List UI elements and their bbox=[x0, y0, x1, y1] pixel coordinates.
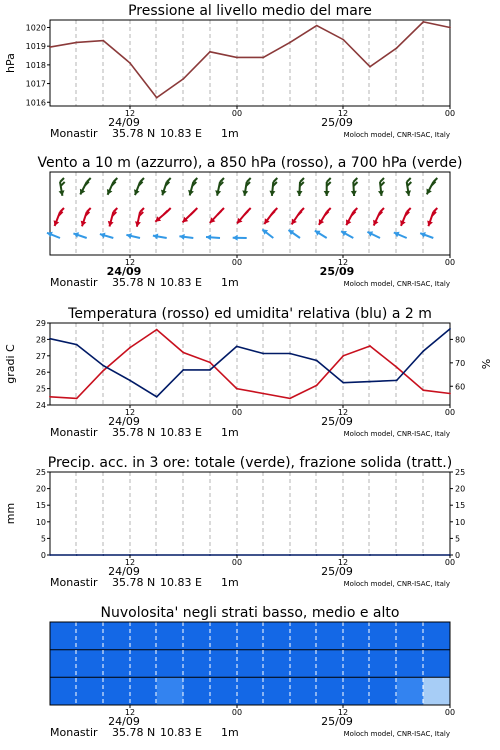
cloud-cell bbox=[370, 677, 397, 705]
humidity-line-point bbox=[422, 350, 424, 352]
y-tick-label: 20 bbox=[35, 484, 46, 494]
precipitation-line-point bbox=[396, 554, 398, 556]
wind-700hpa-barb-feather bbox=[380, 178, 384, 182]
model-credit: Moloch model, CNR-ISAC, Italy bbox=[343, 131, 450, 139]
y-tick-label: 70 bbox=[455, 358, 466, 368]
cloud-cell bbox=[130, 650, 157, 678]
wind-700hpa-barb-head bbox=[297, 191, 303, 196]
temperature-line-point bbox=[49, 396, 51, 398]
wind-700hpa-barb-feather bbox=[220, 178, 224, 182]
temperature-line-point bbox=[369, 345, 371, 347]
plot-frame bbox=[50, 172, 450, 255]
pressure-line-point bbox=[182, 78, 184, 80]
cloud-cell bbox=[423, 650, 450, 678]
wind-850hpa-barb-feather bbox=[140, 208, 144, 212]
humidity-line-point bbox=[316, 360, 318, 362]
wind-850hpa-barb-feather bbox=[271, 211, 275, 215]
x-tick-label: 12 bbox=[337, 258, 349, 267]
wind-700hpa-barb-feather bbox=[407, 178, 411, 182]
y-tick-label: 15 bbox=[35, 501, 46, 511]
y-tick-label: 15 bbox=[455, 501, 466, 511]
x-tick-label: 12 bbox=[124, 109, 136, 118]
cloud-cell bbox=[317, 650, 344, 678]
station-elevation: 1m bbox=[221, 426, 239, 439]
wind-10m-arrow-head bbox=[179, 234, 184, 240]
y-tick-label: 25 bbox=[35, 384, 46, 394]
pressure-line-point bbox=[156, 97, 158, 99]
wind-850hpa-barb-feather bbox=[217, 211, 221, 215]
x-tick-label: 00 bbox=[444, 408, 456, 417]
y-tick-label: 10 bbox=[455, 517, 466, 527]
humidity-line-point bbox=[182, 369, 184, 371]
y-axis-label: hPa bbox=[4, 53, 17, 73]
station-lat: 35.78 N bbox=[112, 726, 156, 739]
y-tick-label: 1016 bbox=[25, 98, 46, 108]
wind-850hpa-barb-feather bbox=[298, 211, 302, 215]
cloud-cell bbox=[263, 650, 290, 678]
wind-850hpa-barb-feather bbox=[191, 211, 195, 215]
cloud-cell bbox=[183, 622, 210, 650]
y-tick-label: 24 bbox=[35, 401, 46, 410]
cloud-cell bbox=[103, 622, 130, 650]
temperature-line-point bbox=[76, 398, 78, 400]
y-axis-label: gradi C bbox=[4, 344, 17, 384]
y-tick-label: 5 bbox=[40, 534, 46, 544]
pressure-line-point bbox=[316, 25, 318, 27]
x-tick-label: 12 bbox=[337, 708, 349, 717]
temperature-line bbox=[50, 330, 450, 399]
humidity-line-point bbox=[102, 365, 104, 367]
x-tick-label: 12 bbox=[337, 558, 349, 567]
temperature-line-point bbox=[236, 388, 238, 390]
cloud-cell bbox=[290, 650, 317, 678]
y-tick-label: 25 bbox=[35, 468, 46, 477]
y-tick-label: 1017 bbox=[25, 79, 46, 89]
x-tick-label: 00 bbox=[444, 258, 456, 267]
cloud-cell bbox=[290, 677, 317, 705]
pressure-line-point bbox=[76, 42, 78, 44]
humidity-line-point bbox=[236, 346, 238, 348]
chart-title: Vento a 10 m (azzurro), a 850 hPa (rosso), a 700 hPa (verde) bbox=[37, 155, 463, 171]
pressure-line-point bbox=[49, 46, 51, 48]
humidity-line-point bbox=[342, 382, 344, 384]
precipitation-line-point bbox=[316, 554, 318, 556]
temperature-line-point bbox=[129, 347, 131, 349]
precipitation-line-point bbox=[182, 554, 184, 556]
y-tick-label: 10 bbox=[35, 517, 46, 527]
model-credit: Moloch model, CNR-ISAC, Italy bbox=[343, 580, 450, 588]
wind-700hpa-barb-feather bbox=[407, 182, 411, 186]
wind-10m-arrow-head bbox=[206, 234, 211, 240]
station-lon: 10.83 E bbox=[160, 276, 202, 289]
station-elevation: 1m bbox=[221, 127, 239, 140]
cloud-cell bbox=[210, 677, 237, 705]
cloud-cell bbox=[50, 622, 77, 650]
x-tick-label: 12 bbox=[337, 408, 349, 417]
precipitation-line-point bbox=[49, 554, 51, 556]
x-tick-label: 12 bbox=[337, 109, 349, 118]
y-tick-label: 0 bbox=[455, 551, 461, 560]
temperature-line-point bbox=[422, 389, 424, 391]
y-tick-label: 29 bbox=[35, 319, 46, 328]
cloud-cell bbox=[50, 677, 77, 705]
humidity-line-point bbox=[76, 344, 78, 346]
cloud-cell bbox=[77, 622, 104, 650]
humidity-line-point bbox=[49, 338, 51, 340]
date-label: 24/09 bbox=[106, 265, 142, 278]
wind-700hpa-barb-feather bbox=[247, 178, 251, 182]
cloud-cell bbox=[130, 677, 157, 705]
precipitation-line-point bbox=[262, 554, 264, 556]
cloud-cell bbox=[370, 650, 397, 678]
precipitation-line-point bbox=[76, 554, 78, 556]
chart-title: Precip. acc. in 3 ore: totale (verde), frazione solida (tratt.) bbox=[47, 455, 453, 471]
wind-700hpa-barb-feather bbox=[273, 178, 277, 182]
y-tick-label: 5 bbox=[455, 534, 461, 544]
temperature-line-point bbox=[316, 384, 318, 386]
cloud-cell bbox=[103, 677, 130, 705]
pressure-line-point bbox=[102, 40, 104, 42]
station-lon: 10.83 E bbox=[160, 426, 202, 439]
wind-850hpa-barb-feather bbox=[352, 212, 356, 216]
y-tick-label: 1019 bbox=[25, 42, 46, 52]
precipitation-line-point bbox=[422, 554, 424, 556]
y-tick-label: 80 bbox=[455, 335, 466, 345]
date-label: 25/09 bbox=[321, 116, 353, 129]
wind-850hpa-barb-feather bbox=[164, 211, 168, 215]
cloud-cell bbox=[103, 650, 130, 678]
wind-700hpa-barb-feather bbox=[193, 178, 197, 182]
temperature-line-point bbox=[449, 393, 451, 395]
x-tick-label: 00 bbox=[231, 258, 243, 267]
pressure-line-point bbox=[422, 21, 424, 23]
chart-title: Temperatura (rosso) ed umidita' relativa (blu) a 2 m bbox=[68, 306, 432, 322]
wind-700hpa-barb-feather bbox=[432, 182, 436, 186]
station-lat: 35.78 N bbox=[112, 276, 156, 289]
cloud-cell bbox=[397, 677, 424, 705]
cloud-cell bbox=[423, 677, 450, 705]
temperature-line-point bbox=[289, 398, 291, 400]
x-tick-label: 00 bbox=[231, 558, 243, 567]
plot-frame bbox=[50, 472, 450, 555]
wind-700hpa-barb-feather bbox=[87, 178, 91, 182]
pressure-line-point bbox=[262, 57, 264, 59]
station-lat: 35.78 N bbox=[112, 426, 156, 439]
cloud-cell bbox=[290, 622, 317, 650]
date-label: 24/09 bbox=[108, 116, 140, 129]
station-lat: 35.78 N bbox=[112, 576, 156, 589]
humidity-line-point bbox=[369, 381, 371, 383]
station-lat: 35.78 N bbox=[112, 127, 156, 140]
pressure-line bbox=[50, 22, 450, 98]
pressure-line-point bbox=[342, 39, 344, 41]
x-tick-label: 12 bbox=[124, 258, 136, 267]
cloud-cell bbox=[157, 650, 184, 678]
cloud-cell bbox=[237, 677, 264, 705]
humidity-line-point bbox=[449, 328, 451, 330]
humidity-line-point bbox=[156, 396, 158, 398]
x-tick-label: 12 bbox=[124, 408, 136, 417]
cloud-cell bbox=[317, 677, 344, 705]
cloud-cell bbox=[237, 622, 264, 650]
precipitation-line-point bbox=[369, 554, 371, 556]
cloud-cell bbox=[210, 622, 237, 650]
pressure-line-point bbox=[369, 66, 371, 68]
x-tick-label: 00 bbox=[444, 109, 456, 118]
y-tick-label: 0 bbox=[40, 551, 46, 560]
station-name: Monastir bbox=[50, 726, 98, 739]
pressure-line-point bbox=[129, 62, 131, 64]
x-tick-label: 00 bbox=[444, 708, 456, 717]
humidity-line-point bbox=[129, 380, 131, 382]
cloud-cell bbox=[157, 677, 184, 705]
y-tick-label: 20 bbox=[455, 484, 466, 494]
temperature-line-point bbox=[156, 329, 158, 331]
cloud-cell bbox=[183, 677, 210, 705]
y-tick-label: 25 bbox=[455, 468, 466, 477]
y-tick-label: 1020 bbox=[25, 23, 46, 33]
station-name: Monastir bbox=[50, 426, 98, 439]
date-label: 24/09 bbox=[108, 715, 140, 728]
pressure-line-point bbox=[209, 51, 211, 53]
model-credit: Moloch model, CNR-ISAC, Italy bbox=[343, 430, 450, 438]
y-tick-label: 26 bbox=[35, 368, 46, 378]
date-label: 24/09 bbox=[108, 565, 140, 578]
cloud-cell bbox=[130, 622, 157, 650]
x-tick-label: 00 bbox=[444, 558, 456, 567]
humidity-line-point bbox=[396, 380, 398, 382]
x-tick-label: 00 bbox=[231, 408, 243, 417]
wind-700hpa-barb-feather bbox=[300, 178, 304, 182]
model-credit: Moloch model, CNR-ISAC, Italy bbox=[343, 280, 450, 288]
cloud-cell bbox=[183, 650, 210, 678]
date-label: 25/09 bbox=[321, 715, 353, 728]
x-tick-label: 00 bbox=[231, 708, 243, 717]
precipitation-line-point bbox=[156, 554, 158, 556]
wind-850hpa-barb-feather bbox=[113, 208, 117, 212]
station-elevation: 1m bbox=[221, 576, 239, 589]
date-label: 25/09 bbox=[319, 265, 355, 278]
humidity-line-point bbox=[209, 369, 211, 371]
cloud-cell bbox=[210, 650, 237, 678]
humidity-line-point bbox=[289, 353, 291, 355]
chart-title: Pressione al livello medio del mare bbox=[128, 3, 372, 19]
cloud-cell bbox=[317, 622, 344, 650]
y-axis-label: % bbox=[480, 358, 493, 370]
wind-700hpa-barb-head bbox=[351, 191, 357, 196]
precipitation-line-point bbox=[102, 554, 104, 556]
plot-frame bbox=[50, 20, 450, 106]
x-tick-label: 12 bbox=[124, 708, 136, 717]
temperature-line-point bbox=[102, 370, 104, 372]
y-axis-label: mm bbox=[4, 502, 17, 525]
wind-10m-arrow-head bbox=[233, 235, 238, 241]
station-lon: 10.83 E bbox=[160, 127, 202, 140]
y-tick-label: 60 bbox=[455, 382, 466, 392]
station-name: Monastir bbox=[50, 576, 98, 589]
temperature-line-point bbox=[396, 366, 398, 368]
cloud-cell bbox=[77, 677, 104, 705]
wind-850hpa-barb-feather bbox=[325, 211, 329, 215]
pressure-line-point bbox=[396, 47, 398, 49]
cloud-cell bbox=[343, 677, 370, 705]
precipitation-line-point bbox=[209, 554, 211, 556]
wind-850hpa-barb-feather bbox=[244, 211, 248, 215]
x-tick-label: 00 bbox=[231, 109, 243, 118]
station-elevation: 1m bbox=[221, 726, 239, 739]
y-tick-label: 27 bbox=[35, 351, 46, 361]
wind-700hpa-barb-head bbox=[378, 191, 384, 196]
station-lon: 10.83 E bbox=[160, 576, 202, 589]
date-label: 24/09 bbox=[108, 415, 140, 428]
cloud-cell bbox=[77, 650, 104, 678]
model-credit: Moloch model, CNR-ISAC, Italy bbox=[343, 730, 450, 738]
cloud-cell bbox=[263, 622, 290, 650]
cloud-cell bbox=[237, 650, 264, 678]
temperature-line-point bbox=[182, 352, 184, 354]
pressure-line-point bbox=[449, 27, 451, 29]
y-tick-label: 1018 bbox=[25, 60, 46, 70]
temperature-line-point bbox=[262, 393, 264, 395]
wind-700hpa-barb-head bbox=[324, 191, 330, 196]
precipitation-line-point bbox=[289, 554, 291, 556]
cloud-cell bbox=[50, 650, 77, 678]
cloud-cell bbox=[397, 622, 424, 650]
date-label: 25/09 bbox=[321, 565, 353, 578]
station-elevation: 1m bbox=[221, 276, 239, 289]
cloud-cell bbox=[343, 650, 370, 678]
cloud-cell bbox=[397, 650, 424, 678]
date-label: 25/09 bbox=[321, 415, 353, 428]
station-name: Monastir bbox=[50, 127, 98, 140]
wind-700hpa-barb-feather bbox=[60, 178, 64, 182]
cloud-cell bbox=[263, 677, 290, 705]
cloud-cell bbox=[370, 622, 397, 650]
cloud-cell bbox=[157, 622, 184, 650]
x-tick-label: 12 bbox=[124, 558, 136, 567]
station-name: Monastir bbox=[50, 276, 98, 289]
wind-700hpa-barb-feather bbox=[61, 182, 65, 186]
cloud-cell bbox=[343, 622, 370, 650]
temperature-line-point bbox=[342, 355, 344, 357]
temperature-line-point bbox=[209, 362, 211, 364]
humidity-line-point bbox=[262, 353, 264, 355]
station-lon: 10.83 E bbox=[160, 726, 202, 739]
y-tick-label: 28 bbox=[35, 335, 46, 345]
cloud-cell bbox=[423, 622, 450, 650]
pressure-line-point bbox=[236, 57, 238, 59]
pressure-line-point bbox=[289, 42, 291, 44]
chart-title: Nuvolosita' negli strati basso, medio e alto bbox=[100, 605, 400, 621]
wind-700hpa-barb-head bbox=[269, 191, 275, 196]
